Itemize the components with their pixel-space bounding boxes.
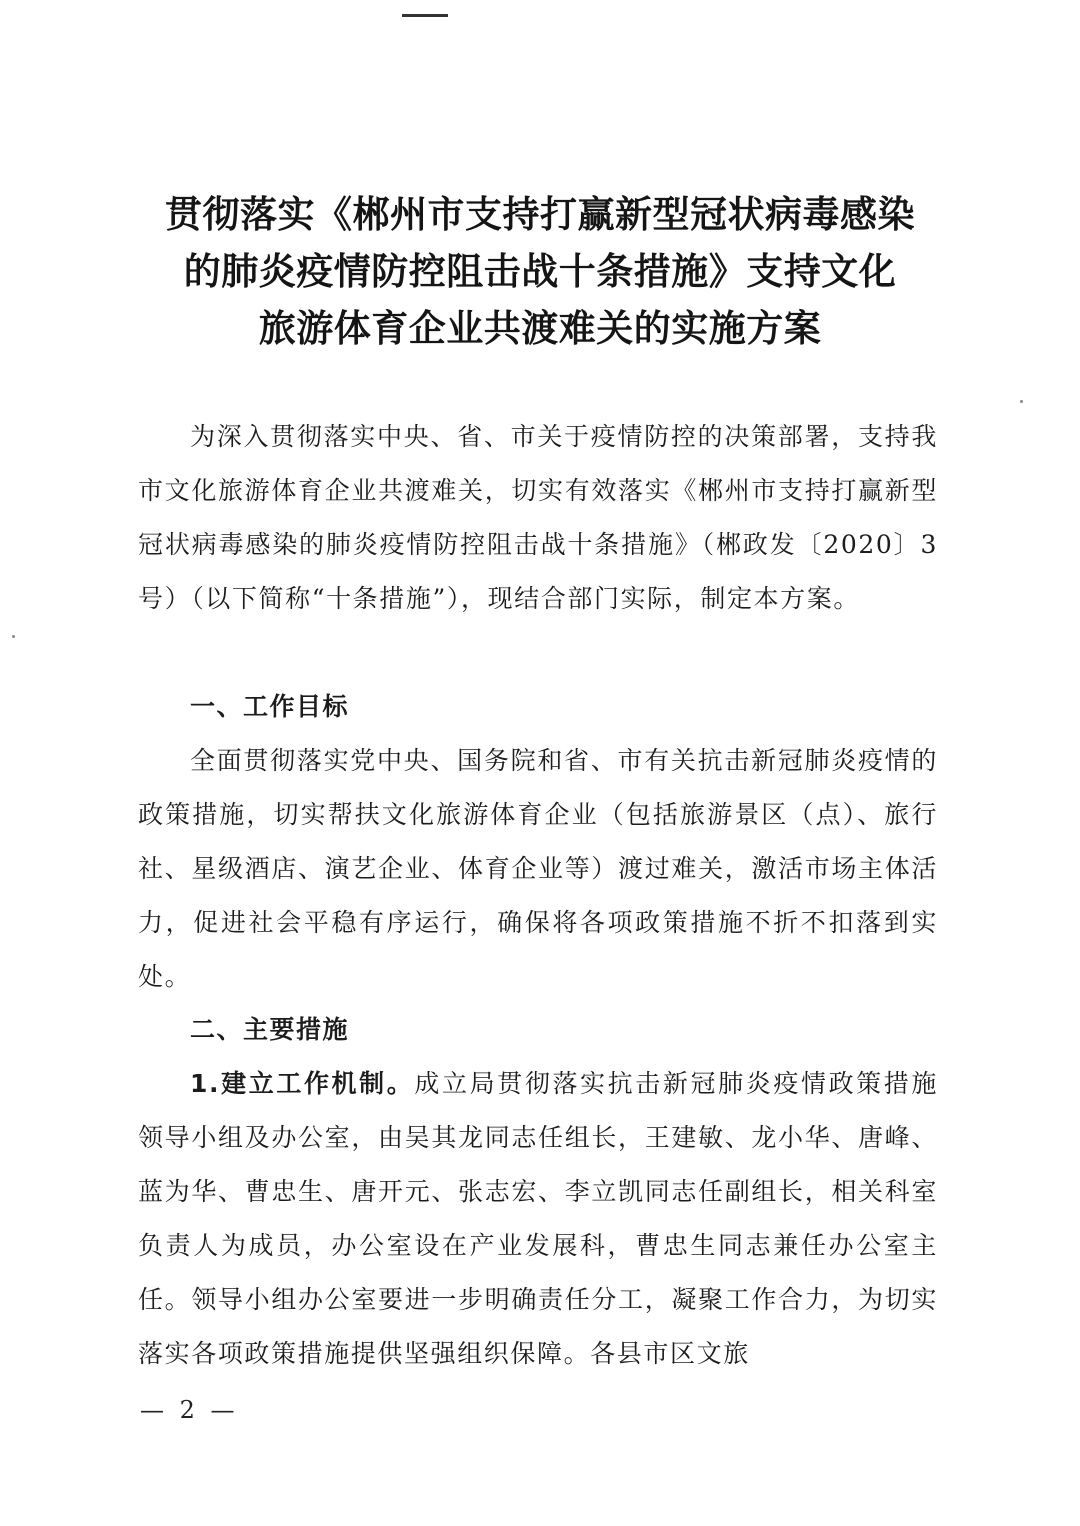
section-1-paragraph: 全面贯彻落实党中央、国务院和省、市有关抗击新冠肺炎疫情的政策措施，切实帮扶文化旅游体育企业（包括旅游景区（点）、旅行社、星级酒店、演艺企业、体育企业等）渡过难关，激活市场主体活力，促进社会平稳有序运行，确保将各项政策措施不折不扣落到实处。 <box>138 746 938 991</box>
title-line-2: 的肺炎疫情防控阻击战十条措施》支持文化 <box>183 250 897 293</box>
top-mark <box>402 14 448 17</box>
section-2-item-1 <box>138 1057 938 1381</box>
section-2 <box>138 1003 938 1381</box>
document-title <box>120 186 960 357</box>
section-1-heading: 一、工作目标 <box>190 692 350 721</box>
section-2-heading: 二、主要措施 <box>190 1015 350 1044</box>
title-line-3: 旅游体育企业共渡难关的实施方案 <box>258 307 822 350</box>
section-1 <box>138 680 938 1004</box>
title-line-1: 贯彻落实《郴州市支持打赢新型冠状病毒感染 <box>165 193 915 236</box>
intro-block <box>138 410 938 626</box>
scan-speck <box>1020 400 1023 403</box>
item-1-text: 成立局贯彻落实抗击新冠肺炎疫情政策措施领导小组及办公室，由吴其龙同志任组长，王建敏、龙小华、唐峰、蓝为华、曹忠生、唐开元、张志宏、李立凯同志任副组长，相关科室负责人为成员，办公室设在产业发展科，曹忠生同志兼任办公室主任。领导小组办公室要进一步明确责任分工，凝聚工作合力，为切实落实各项政策措施提供坚强组织保障。各县市区文旅 <box>138 1069 938 1368</box>
page-number: — 2 — <box>140 1396 239 1424</box>
intro-paragraph: 为深入贯彻落实中央、省、市关于疫情防控的决策部署，支持我市文化旅游体育企业共渡难关，切实有效落实《郴州市支持打赢新型冠状病毒感染的肺炎疫情防控阻击战十条措施》（郴政发〔2020〕3号）（以下简称“十条措施”），现结合部门实际，制定本方案。 <box>138 422 938 613</box>
scan-speck <box>12 635 15 638</box>
item-1-lead: 1.建立工作机制。 <box>190 1069 415 1098</box>
